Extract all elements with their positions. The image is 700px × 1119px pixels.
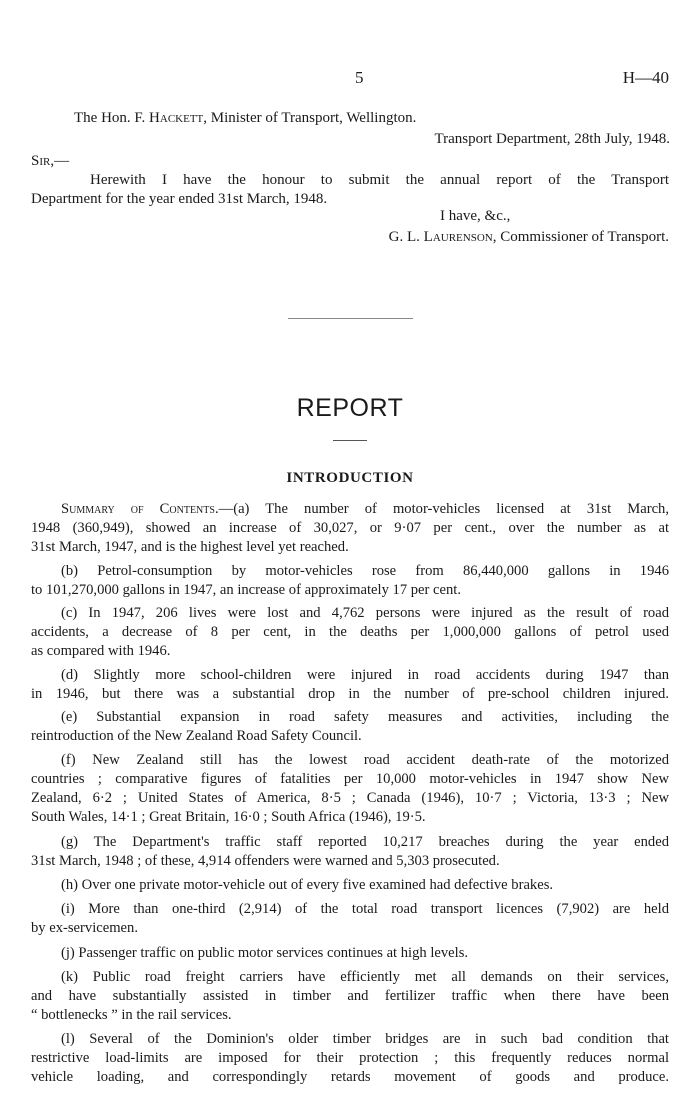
signature-suffix: , Commissioner of Transport. xyxy=(492,229,669,245)
report-line: as compared with 1946. xyxy=(31,643,171,659)
report-line: (h) Over one private motor-vehicle out of every five examined had defective brakes. xyxy=(61,877,554,893)
commissioner-name: Laurenson xyxy=(423,229,493,245)
report-line: in 1946, but there was a substantial drop in the number of pre-school children injured. xyxy=(31,686,669,702)
report-line: South Wales, 14·1 ; Great Britain, 16·0 ; South Africa (1946), 19·5. xyxy=(31,809,426,825)
letter-closing: I have, &c., xyxy=(440,208,511,224)
report-line: (d) Slightly more school-children were injured in road accidents during 1947 than xyxy=(61,667,669,683)
section-divider xyxy=(288,318,413,319)
report-line: accidents, a decrease of 8 per cent, in the deaths per 1,000,000 gallons of petrol used xyxy=(31,624,669,640)
document-reference: H—40 xyxy=(622,68,669,87)
letter-address xyxy=(74,110,416,127)
letter-place-date: Transport Department, 28th July, 1948. xyxy=(434,131,670,147)
page-number: 5 xyxy=(355,68,364,87)
report-line: (c) In 1947, 206 lives were lost and 4,762 persons were injured as the result of road xyxy=(61,605,669,621)
report-line: Zealand, 6·2 ; United States of America, 8·5 ; Canada (1946), 10·7 ; Victoria, 13·3 ; New xyxy=(31,790,669,806)
report-line: (k) Public road freight carriers have efficiently met all demands on their services, xyxy=(61,969,669,985)
report-line-text: —(a) The number of motor-vehicles licensed at 31st March, xyxy=(218,501,670,517)
report-line: (j) Passenger traffic on public motor services continues at high levels. xyxy=(61,945,469,961)
report-line: reintroduction of the New Zealand Road Safety Council. xyxy=(31,728,362,744)
report-line: and have substantially assisted in timber and fertilizer traffic when there have been xyxy=(31,988,669,1004)
report-line: (b) Petrol-consumption by motor-vehicles rose from 86,440,000 gallons in 1946 xyxy=(61,563,669,579)
report-line: by ex-servicemen. xyxy=(31,920,138,936)
report-line: (e) Substantial expansion in road safety measures and activities, including the xyxy=(61,709,669,725)
letter-body-line-2: Department for the year ended 31st March, 1948. xyxy=(31,191,328,207)
report-line: (f) New Zealand still has the lowest road accident death-rate of the motorized xyxy=(61,752,669,768)
minister-name: Hackett xyxy=(149,110,204,126)
report-line: countries ; comparative figures of fatalities per 10,000 motor-vehicles in 1947 show New xyxy=(31,771,669,787)
report-title: REPORT xyxy=(296,394,404,422)
report-line: 1948 (360,949), showed an increase of 30,027, or 9·07 per cent., over the number as at xyxy=(31,520,669,536)
section-heading: INTRODUCTION xyxy=(286,470,414,486)
letter-body-line-1: Herewith I have the honour to submit the annual report of the Transport xyxy=(90,172,669,188)
report-line: (l) Several of the Dominion's older timber bridges are in such bad condition that xyxy=(61,1031,669,1047)
address-suffix: , Minister of Transport, Wellington. xyxy=(203,110,417,126)
report-line: “ bottlenecks ” in the rail services. xyxy=(31,1007,232,1023)
report-line xyxy=(61,500,669,519)
summary-label: Summary of Contents. xyxy=(61,501,219,517)
report-line: to 101,270,000 gallons in 1947, an increase of approximately 17 per cent. xyxy=(31,582,462,598)
address-prefix: The Hon. F. xyxy=(74,110,150,126)
title-underline xyxy=(333,440,367,441)
report-line: (g) The Department's traffic staff reported 10,217 breaches during the year ended xyxy=(61,834,669,850)
letter-salutation: Sir,— xyxy=(31,153,70,169)
report-line: vehicle loading, and correspondingly retards movement of goods and produce. xyxy=(31,1069,669,1085)
report-line: (i) More than one-third (2,914) of the total road transport licences (7,902) are held xyxy=(61,901,669,917)
report-line: 31st March, 1947, and is the highest level yet reached. xyxy=(31,539,349,555)
letter-signature xyxy=(389,229,669,246)
report-line: restrictive load-limits are imposed for their protection ; this frequently reduces normal xyxy=(31,1050,669,1066)
signature-prefix: G. L. xyxy=(388,229,424,245)
report-line: 31st March, 1948 ; of these, 4,914 offenders were warned and 5,303 prosecuted. xyxy=(31,853,500,869)
